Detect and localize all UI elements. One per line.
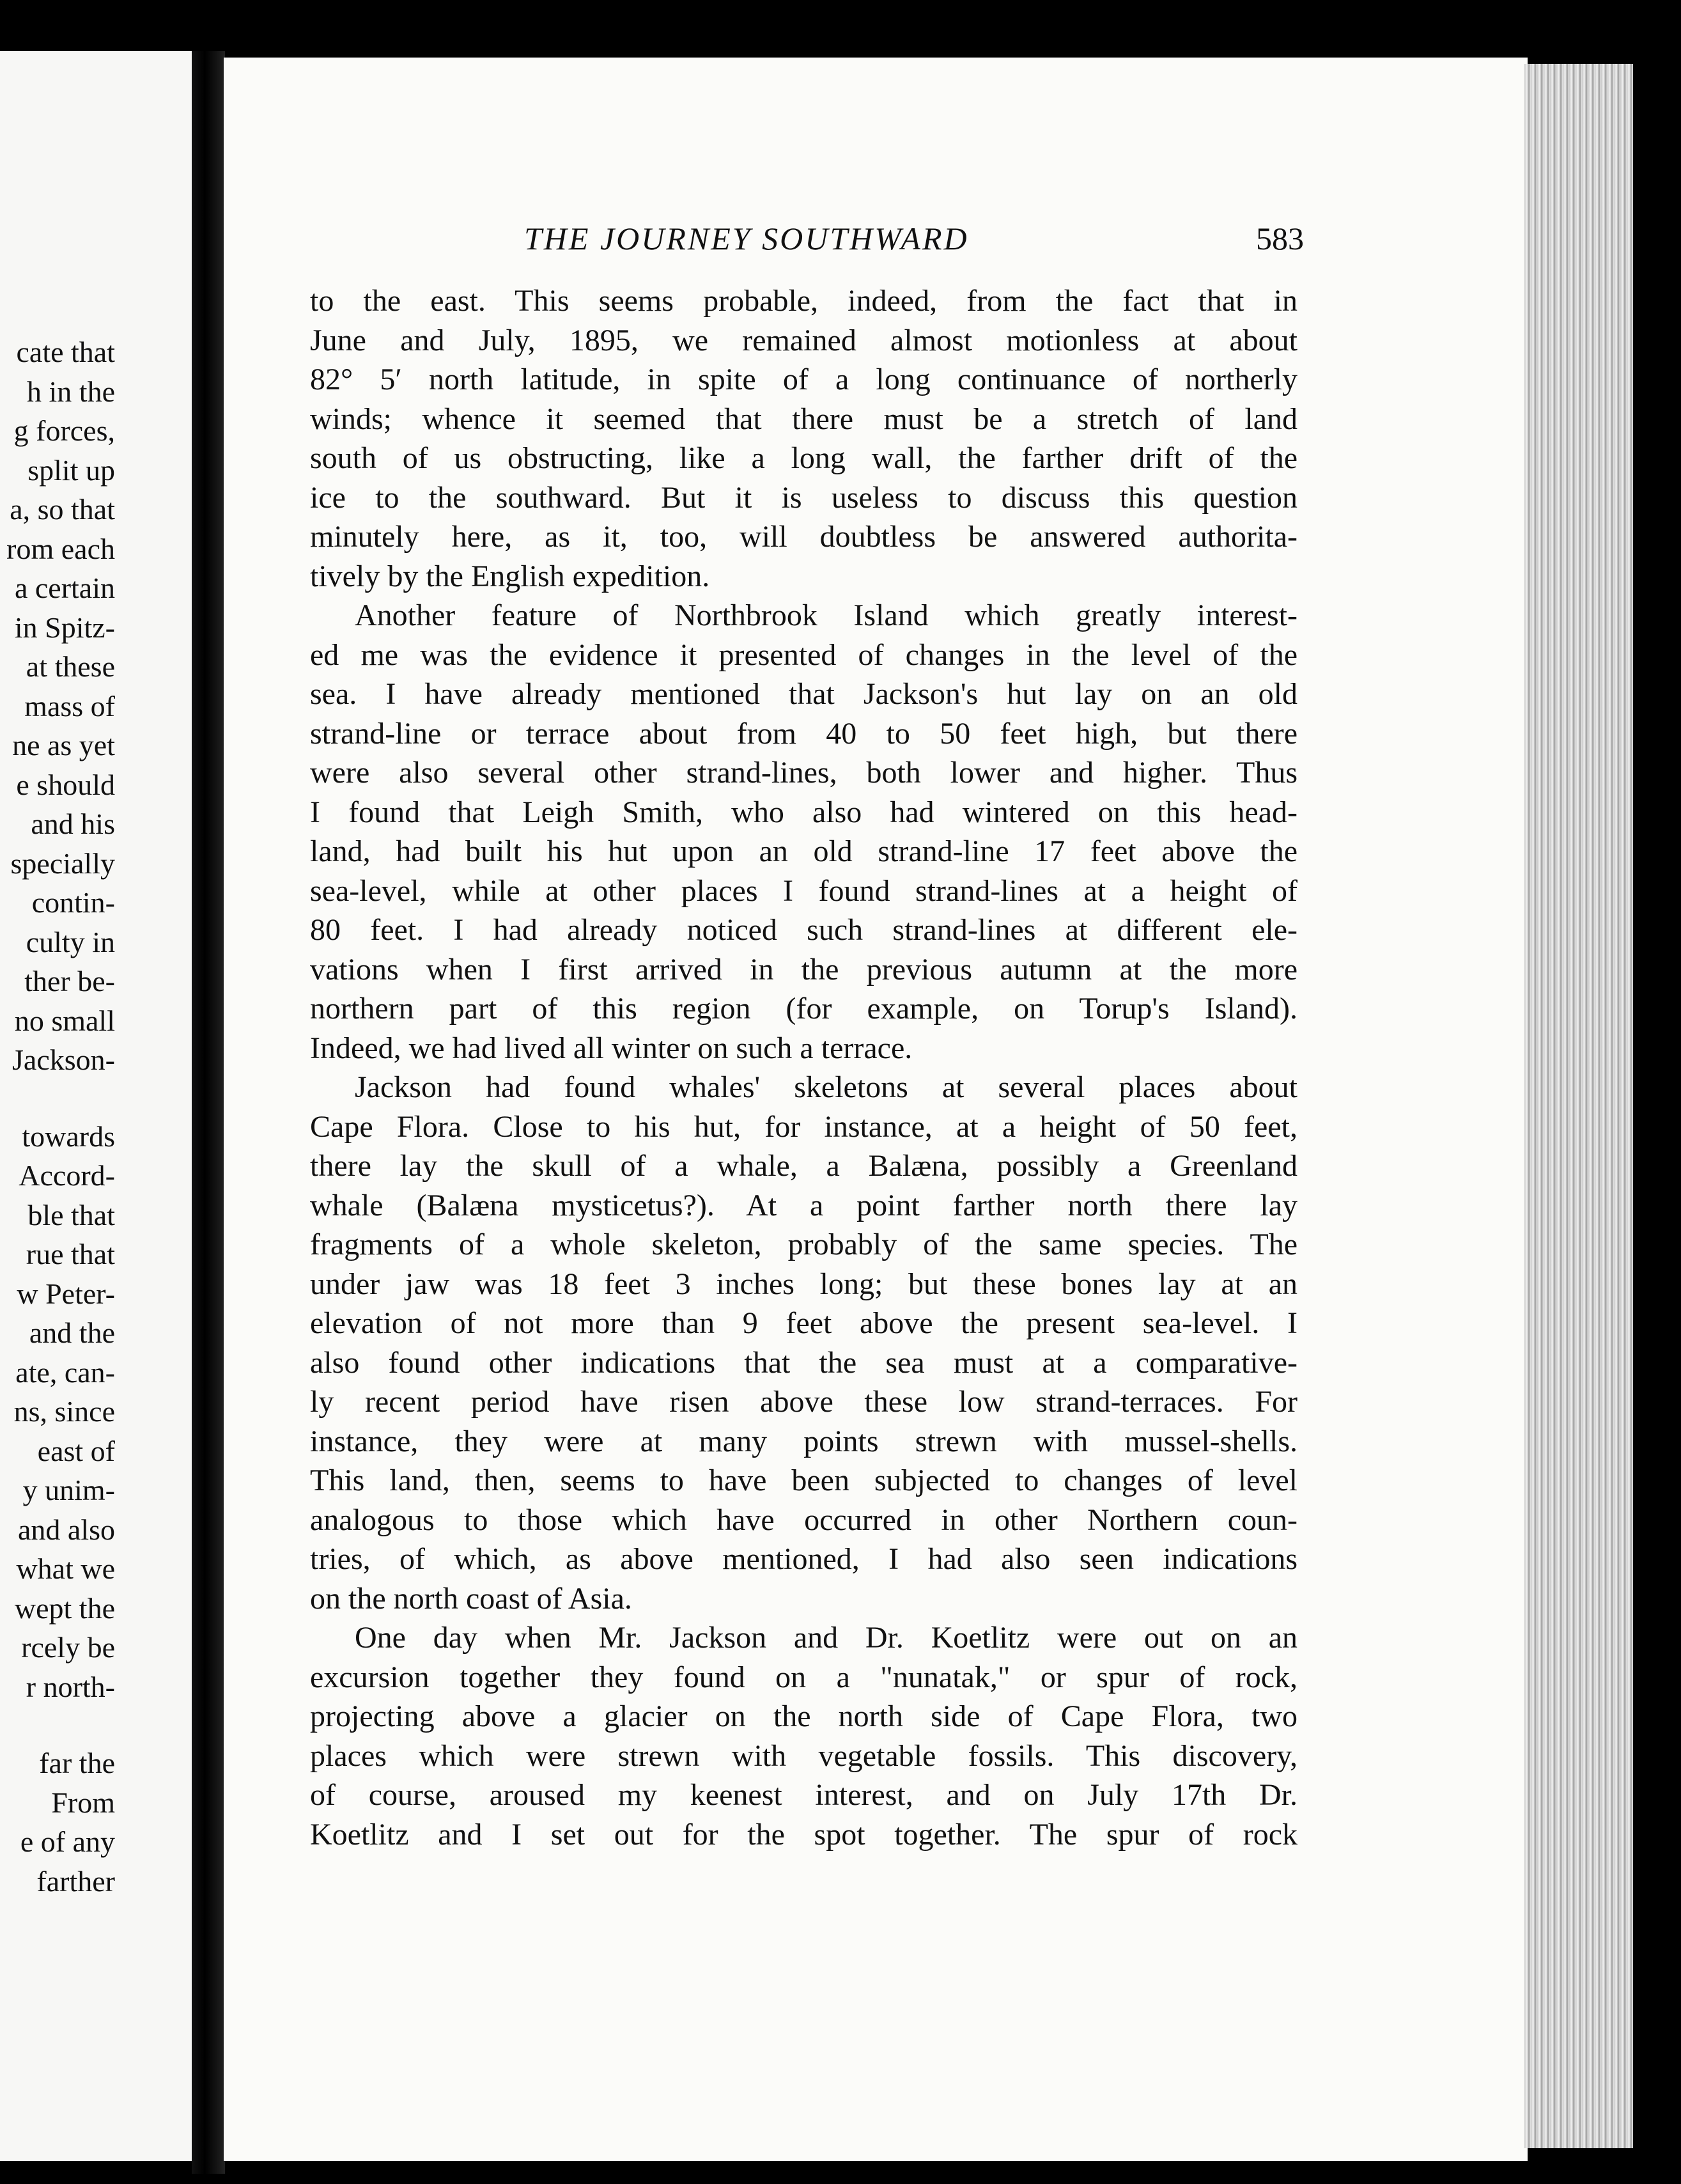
left-fragment-line: rcely be [21,1631,115,1664]
running-title: THE JOURNEY SOUTHWARD [524,221,969,256]
text-line: 82° 5′ north latitude, in spite of a long continuance of northerly [310,363,1298,396]
left-fragment-line: culty in [26,925,115,958]
left-fragment-line: wept the [14,1591,115,1625]
text-line: winds; whence it seemed that there must be a stretch of land [310,402,1298,436]
left-fragment-line: specially [10,846,115,880]
text-line: 80 feet. I had already noticed such strand-lines at different ele- [310,913,1298,947]
text-line: vations when I first arrived in the previous autumn at the more [310,952,1298,987]
left-fragment-line: rom each [6,532,115,565]
text-line: ice to the southward. But it is useless to discuss this question [310,480,1298,515]
left-fragment-line: cate that [16,336,115,368]
left-fragment-line: ate, can- [15,1355,115,1389]
text-line: sea-level, while at other places I found strand-lines at a height of [310,873,1298,908]
left-fragment-line: ne as yet [12,729,115,761]
left-fragment-line: Accord- [19,1159,115,1192]
left-fragment-line: e should [16,768,115,801]
text-line: Jackson had found whales' skeletons at several places about [355,1070,1298,1104]
left-fragment-line: ble that [27,1198,115,1231]
text-line: under jaw was 18 feet 3 inches long; but these bones lay at an [310,1267,1298,1301]
page-edges-stack [1524,64,1633,2148]
left-fragment-line: a, so that [10,493,115,526]
text-line: also found other indications that the sea must at a comparative- [310,1345,1298,1380]
text-line: tively by the English expedition. [310,559,710,593]
text-line: Another feature of Northbrook Island which greatly interest- [355,598,1298,632]
text-line: minutely here, as it, too, will doubtless be answered authorita- [310,520,1298,554]
left-fragment-line: no small [14,1004,115,1037]
left-fragment-line: and the [29,1316,115,1349]
left-fragment-line: Jackson- [12,1043,115,1076]
left-fragment-line: e of any [20,1825,115,1858]
text-line: places which were strewn with vegetable fossils. This discovery, [310,1738,1298,1773]
left-fragment-line: ns, since [13,1395,115,1428]
text-line: to the east. This seems probable, indeed, from the fact that in [310,284,1298,318]
left-fragment-line [0,1080,115,1117]
text-line: elevation of not more than 9 feet above the present sea-level. I [310,1306,1298,1340]
left-fragment-line: at these [26,650,115,683]
left-fragment-line: From [51,1786,115,1819]
text-line: were also several other strand-lines, both lower and higher. Thus [310,756,1298,790]
text-line: fragments of a whole skeleton, probably of the same species. The [310,1228,1298,1261]
text-line: ed me was the evidence it presented of changes in the level of the [310,637,1298,672]
text-line: This land, then, seems to have been subjected to changes of level [310,1463,1298,1497]
text-line: there lay the skull of a whale, a Balæna, possibly a Greenland [310,1149,1298,1183]
left-fragment-line: what we [16,1552,115,1585]
text-line: Cape Flora. Close to his hut, for instance, at a height of 50 feet, [310,1109,1298,1144]
left-fragment-line: y unim- [22,1474,115,1506]
text-line: sea. I have already mentioned that Jackson's hut lay on an old [310,677,1298,711]
running-header [524,216,1304,261]
text-line: strand-line or terrace about from 40 to 50 feet high, but there [310,716,1298,751]
text-line: northern part of this region (for example, on Torup's Island). [310,992,1298,1026]
left-facing-page [0,51,217,2161]
left-fragment-line: h in the [27,375,115,408]
text-line: analogous to those which have occurred in other Northern coun- [310,1502,1298,1537]
left-fragment-line: w Peter- [17,1277,115,1310]
left-fragment-line: g forces, [13,414,115,447]
left-fragment-line: far the [39,1747,115,1779]
left-fragment-line: rue that [26,1238,115,1270]
left-fragment-line: split up [27,453,115,487]
page-number: 583 [1256,221,1304,256]
text-line: instance, they were at many points strewn with mussel-shells. [310,1424,1298,1458]
text-line: One day when Mr. Jackson and Dr. Koetlitz were out on an [355,1621,1298,1655]
left-fragment-line: towards [22,1119,115,1153]
text-line: June and July, 1895, we remained almost motionless at about [310,323,1298,357]
text-line: projecting above a glacier on the north side of Cape Flora, two [310,1699,1298,1733]
text-line: on the north coast of Asia. [310,1581,632,1616]
left-fragment-line: east of [37,1434,115,1467]
left-fragment-line: and also [17,1513,115,1546]
left-fragment-line: contin- [31,886,115,919]
left-fragment-line: in Spitz- [14,611,115,644]
left-fragment-line: farther [36,1864,115,1898]
text-line: Indeed, we had lived all winter on such a terrace. [310,1031,913,1065]
text-line: land, had built his hut upon an old strand-line 17 feet above the [310,834,1298,868]
left-fragment-line: a certain [14,572,115,604]
body-text [310,281,1298,1854]
text-line: I found that Leigh Smith, who also had wintered on this head- [310,795,1298,829]
left-page-text-fragments [0,332,115,1901]
text-line: excursion together they found on a "nunatak," or spur of rock, [310,1660,1298,1694]
left-fragment-line [0,1706,115,1743]
text-line: Koetlitz and I set out for the spot together. The spur of rock [310,1817,1298,1852]
text-line: of course, aroused my keenest interest, and on July 17th Dr. [310,1778,1298,1812]
text-line: ly recent period have risen above these low strand-terraces. For [310,1385,1298,1419]
text-line: south of us obstructing, like a long wall, the farther drift of the [310,441,1298,475]
left-fragment-line: ther be- [24,965,115,997]
left-fragment-line: and his [31,807,115,840]
left-fragment-line: mass of [24,689,115,722]
left-fragment-line: r north- [26,1670,115,1703]
text-line: tries, of which, as above mentioned, I had also seen indications [310,1542,1298,1576]
text-line: whale (Balæna mysticetus?). At a point farther north there lay [310,1188,1298,1222]
book-gutter [192,51,225,2174]
